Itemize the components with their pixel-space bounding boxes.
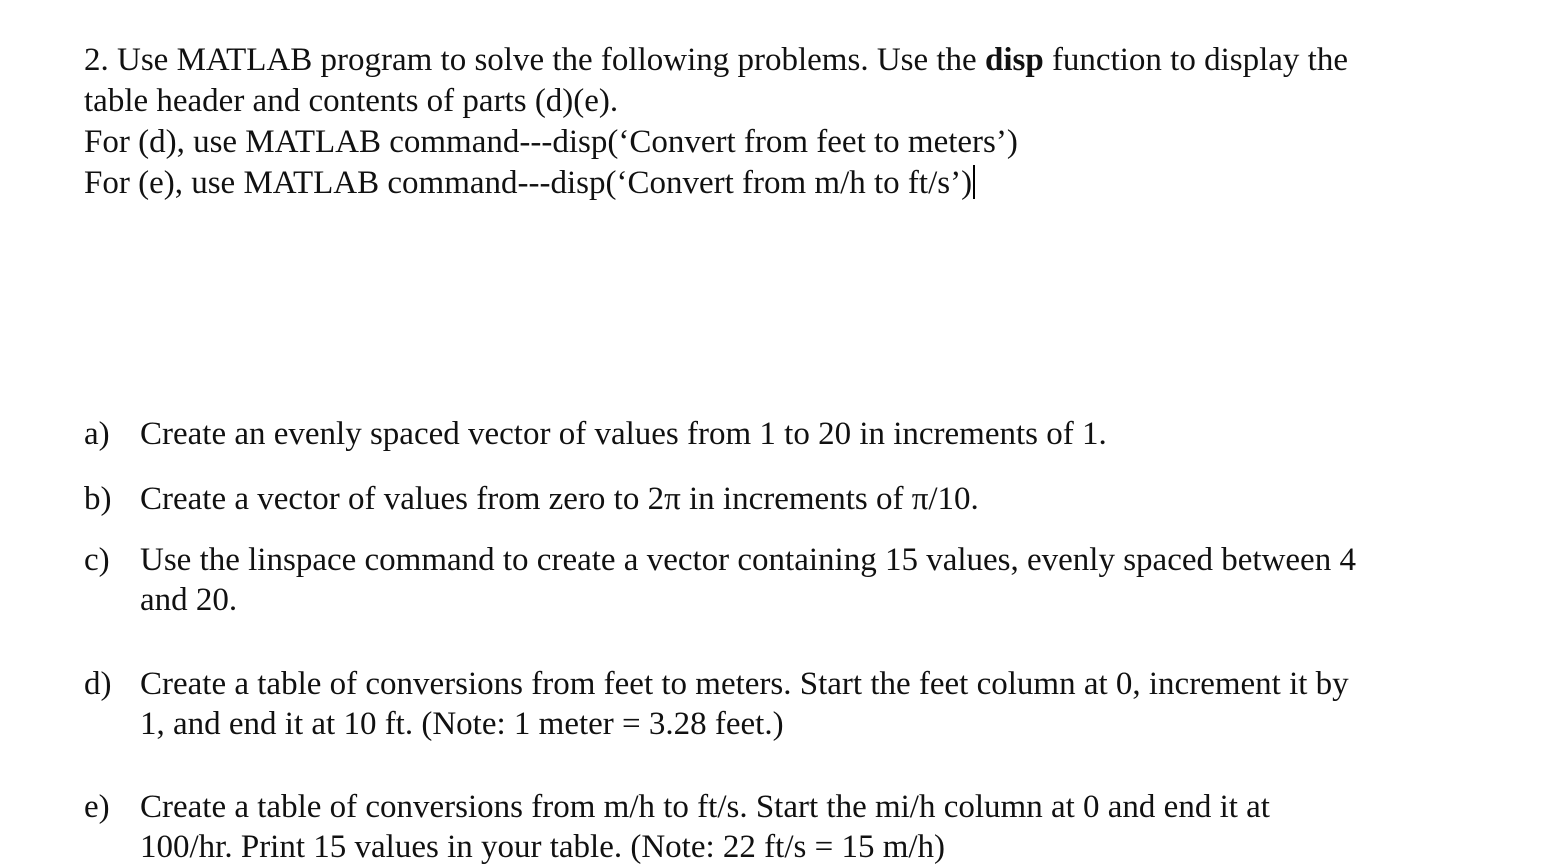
instruction-part-e: [84, 163, 1524, 204]
question-text-line-1: Create a table of conversions from m/h to ft/s. Start the mi/h column at 0 and end it at: [140, 789, 1270, 825]
instruction-part-e-text: For (e), use MATLAB command---disp(‘Convert from m/h to ft/s’): [84, 165, 973, 201]
intro-text-end: function to display the: [1043, 42, 1348, 78]
question-text-line-2: and 20.: [140, 582, 238, 618]
disp-keyword: disp: [984, 42, 1044, 78]
question-text: [140, 540, 1500, 620]
question-text-line-1: Use the linspace command to create a vector containing 15 values, evenly spaced between 4: [140, 542, 1356, 578]
question-text-line-2: 100/hr. Print 15 values in your table. (Note: 22 ft/s = 15 m/h): [140, 829, 946, 865]
question-marker: e): [84, 789, 110, 825]
question-text: [140, 664, 1500, 744]
question-text: Create an evenly spaced vector of values from 1 to 20 in increments of 1.: [140, 416, 1107, 452]
problem-document: [84, 40, 1524, 865]
question-marker: d): [84, 666, 112, 702]
question-text: Create a vector of values from zero to 2π in increments of π/10.: [140, 481, 979, 517]
problem-intro-line-2: table header and contents of parts (d)(e).: [84, 83, 619, 119]
question-marker: b): [84, 481, 112, 517]
question-text-line-1: Create a table of conversions from feet to meters. Start the feet column at 0, increment it by: [140, 666, 1349, 702]
instruction-part-d: For (d), use MATLAB command---disp(‘Convert from feet to meters’): [84, 124, 1018, 160]
intro-text-start: 2. Use MATLAB program to solve the following problems. Use the: [84, 42, 985, 78]
question-marker: a): [84, 416, 110, 452]
question-text: [140, 787, 1500, 867]
question-marker: c): [84, 542, 110, 578]
question-text-line-2: 1, and end it at 10 ft. (Note: 1 meter = 3.28 feet.): [140, 706, 784, 742]
text-cursor: [973, 165, 975, 199]
problem-intro-line-1: [84, 40, 1524, 81]
